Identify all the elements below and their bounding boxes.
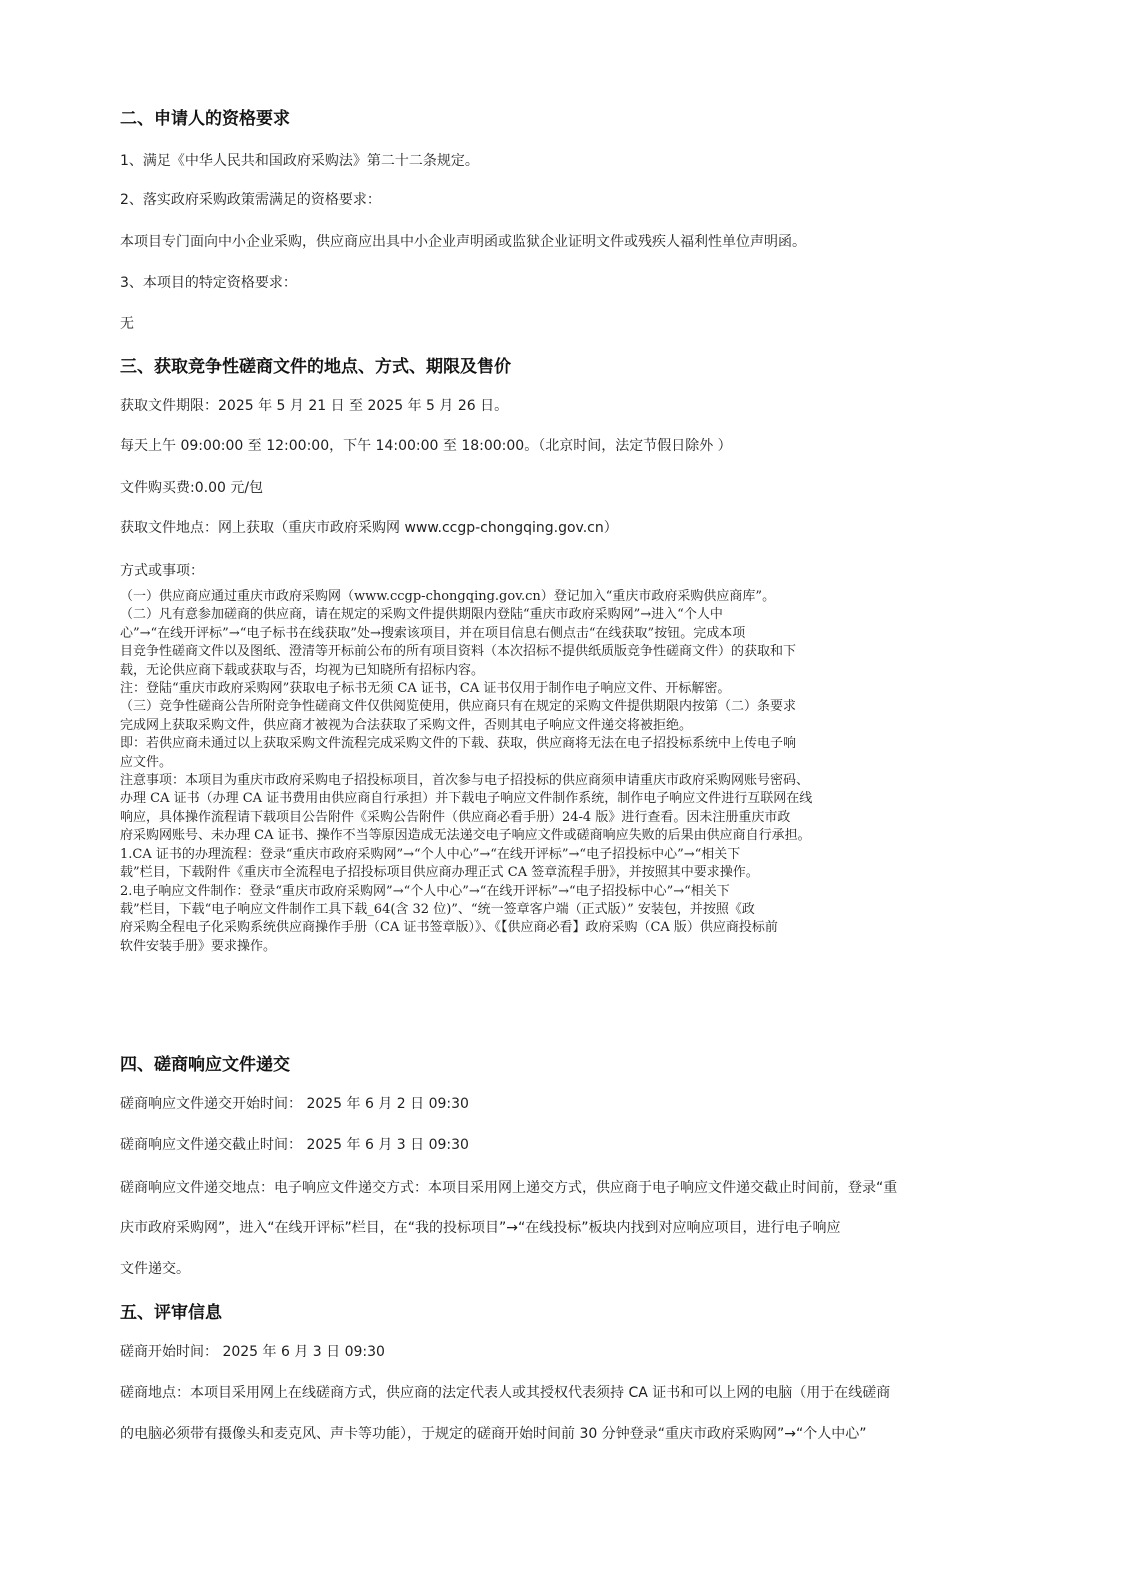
note-line: 1.CA 证书的办理流程：登录“重庆市政府采购网”→“个人中心”→“在线开评标”→“电子招投标中心”→“相关下 — [120, 846, 741, 862]
acquisition-period: 获取文件期限：2025 年 5 月 21 日 至 2025 年 5 月 26 日。 — [120, 398, 509, 414]
note-line: 软件安装手册》要求操作。 — [120, 938, 277, 954]
submission-start-time: 磋商响应文件递交开始时间： 2025 年 6 月 2 日 09:30 — [120, 1096, 469, 1112]
document-price: 文件购买费:0.00 元/包 — [120, 480, 264, 496]
submission-place-line: 庆市政府采购网”，进入“在线开评标”栏目，在“我的投标项目”→“在线投标”板块内找到对应响应项目，进行电子响应 — [120, 1220, 841, 1236]
note-line: 办理 CA 证书（办理 CA 证书费用由供应商自行承担）并下载电子响应文件制作系统，制作电子响应文件进行互联网在线 — [120, 791, 813, 807]
qualification-item-1: 1、满足《中华人民共和国政府采购法》第二十二条规定。 — [120, 153, 479, 169]
note-line: 心”→“在线开评标”→“电子标书在线获取”处→搜索该项目，并在项目信息右侧点击“在线获取”按钮。完成本项 — [120, 625, 746, 641]
note-line: 府采购网账号、未办理 CA 证书、操作不当等原因造成无法递交电子响应文件或磋商响应失败的后果由供应商自行承担。 — [120, 828, 811, 844]
note-line: 注：登陆“重庆市政府采购网”获取电子标书无须 CA 证书，CA 证书仅用于制作电子响应文件、开标解密。 — [120, 681, 731, 697]
note-line: 目竞争性磋商文件以及图纸、澄清等开标前公布的所有项目资料（本次招标不提供纸质版竞争性磋商文件）的获取和下 — [120, 644, 797, 660]
note-line: 即：若供应商未通过以上获取采购文件流程完成采购文件的下载、获取，供应商将无法在电子招投标系统中上传电子响 — [120, 736, 797, 752]
daily-hours: 每天上午 09:00:00 至 12:00:00，下午 14:00:00 至 18:00:00。（北京时间，法定节假日除外 ） — [120, 438, 732, 454]
submission-place-line: 磋商响应文件递交地点：电子响应文件递交方式：本项目采用网上递交方式，供应商于电子响应文件递交截止时间前，登录“重 — [120, 1180, 898, 1196]
note-line: （一）供应商应通过重庆市政府采购网（www.ccgp-chongqing.gov.cn）登记加入“重庆市政府采购供应商库”。 — [120, 589, 776, 604]
submission-deadline: 磋商响应文件递交截止时间： 2025 年 6 月 3 日 09:30 — [120, 1137, 469, 1153]
acquisition-notes — [120, 588, 1000, 956]
section-2-heading: 二、申请人的资格要求 — [120, 109, 290, 129]
qualification-item-2: 2、落实政府采购政策需满足的资格要求： — [120, 192, 381, 208]
submission-place-line: 文件递交。 — [120, 1261, 190, 1277]
note-line: 2.电子响应文件制作：登录“重庆市政府采购网”→“个人中心”→“在线开评标”→“电子招投标中心”→“相关下 — [120, 883, 730, 899]
note-line: 响应，具体操作流程请下载项目公告附件《采购公告附件（供应商必看手册）24-4 版》进行查看。因未注册重庆市政 — [120, 809, 791, 825]
acquisition-location: 获取文件地点：网上获取（重庆市政府采购网 www.ccgp-chongqing.gov.cn） — [120, 520, 618, 536]
method-label: 方式或事项： — [120, 563, 204, 579]
note-line: 完成网上获取采购文件，供应商才被视为合法获取了采购文件，否则其电子响应文件递交将被拒绝。 — [120, 717, 693, 733]
review-place-line: 磋商地点：本项目采用网上在线磋商方式，供应商的法定代表人或其授权代表须持 CA 证书和可以上网的电脑（用于在线磋商 — [120, 1385, 891, 1401]
qualification-item-2-detail: 本项目专门面向中小企业采购，供应商应出具中小企业声明函或监狱企业证明文件或残疾人福利性单位声明函。 — [120, 234, 806, 250]
note-line: 载”栏目，下载“电子响应文件制作工具下载_64(含 32 位)”、“统一签章客户端（正式版）” 安装包，并按照《政 — [120, 901, 755, 917]
note-line: （三）竞争性磋商公告所附竞争性磋商文件仅供阅览使用，供应商只有在规定的采购文件提供期限内按第（二）条要求 — [120, 699, 797, 715]
qualification-item-3: 3、本项目的特定资格要求： — [120, 275, 297, 291]
qualification-item-3-detail: 无 — [120, 316, 134, 332]
review-start-time: 磋商开始时间： 2025 年 6 月 3 日 09:30 — [120, 1344, 385, 1360]
section-3-heading: 三、获取竞争性磋商文件的地点、方式、期限及售价 — [120, 357, 511, 377]
note-line: 府采购全程电子化采购系统供应商操作手册（CA 证书签章版）》、《【供应商必看】政府采购（CA 版）供应商投标前 — [120, 920, 778, 936]
note-line: （二）凡有意参加磋商的供应商，请在规定的采购文件提供期限内登陆“重庆市政府采购网”→进入“个人中 — [120, 607, 723, 623]
section-5-heading: 五、评审信息 — [120, 1303, 222, 1323]
note-line: 应文件。 — [120, 754, 173, 770]
review-place-line: 的电脑必须带有摄像头和麦克风、声卡等功能），于规定的磋商开始时间前 30 分钟登录“重庆市政府采购网”→“个人中心” — [120, 1426, 867, 1442]
note-line: 载，无论供应商下载或获取与否，均视为已知晓所有招标内容。 — [120, 662, 485, 678]
note-line: 注意事项：本项目为重庆市政府采购电子招投标项目，首次参与电子招投标的供应商须申请重庆市政府采购网账号密码、 — [120, 773, 810, 789]
section-4-heading: 四、磋商响应文件递交 — [120, 1055, 290, 1075]
note-line: 载”栏目，下载附件《重庆市全流程电子招投标项目供应商办理正式 CA 签章流程手册》，并按照其中要求操作。 — [120, 865, 759, 881]
